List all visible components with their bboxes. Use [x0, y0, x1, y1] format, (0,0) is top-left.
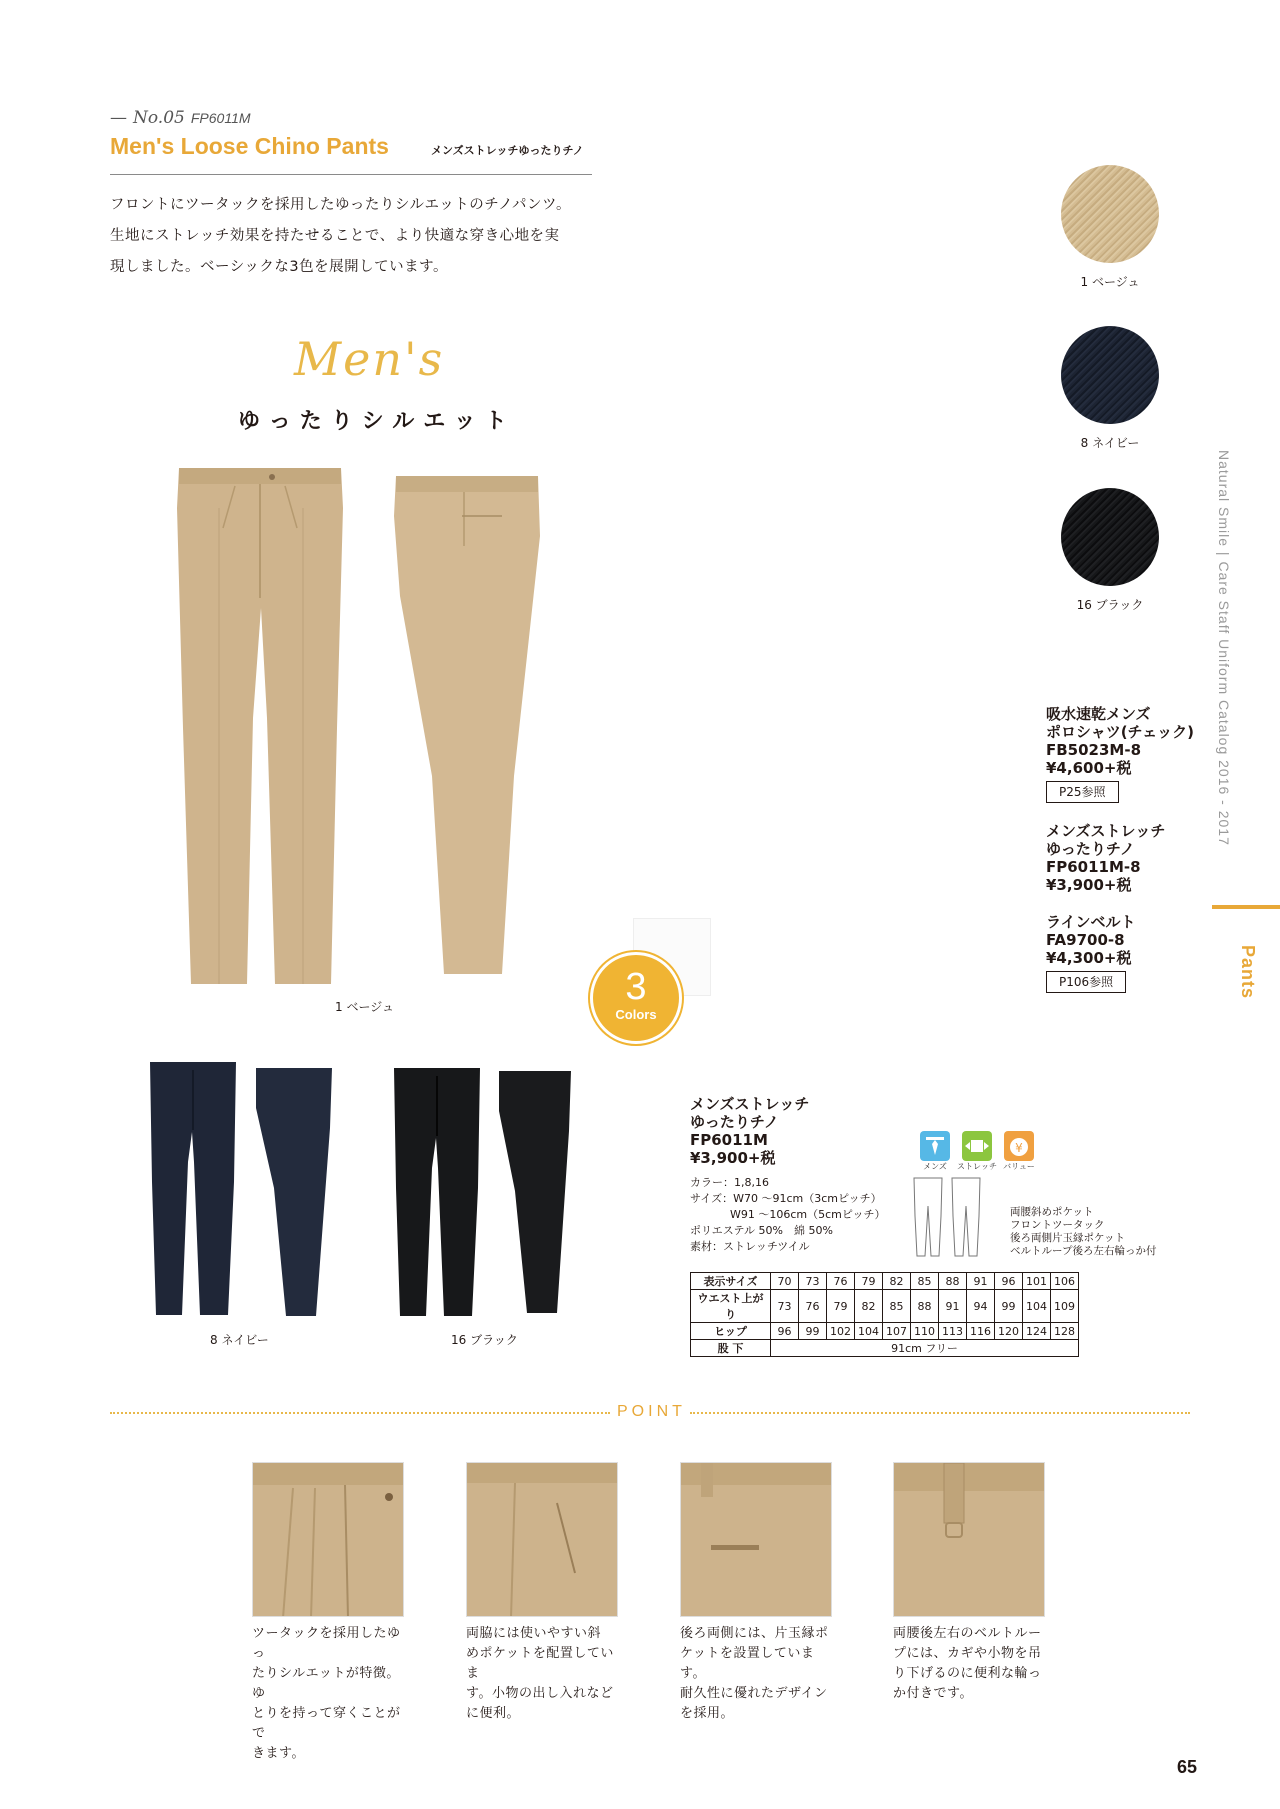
coordinate-item — [1046, 913, 1226, 993]
size-cell: 76 — [827, 1273, 855, 1290]
size-cell: 113 — [939, 1323, 967, 1340]
coordinate-name: ラインベルト — [1046, 913, 1136, 931]
caption-line: 両脇には使いやすい斜 — [466, 1626, 602, 1641]
size-row-label: 股 下 — [691, 1340, 771, 1357]
feature-item: ベルトループ後ろ左右輪っか付 — [1010, 1245, 1157, 1257]
coordinate-ref: P106参照 — [1046, 971, 1126, 993]
size-row-label: 表示サイズ — [691, 1273, 771, 1290]
size-row — [691, 1273, 1079, 1290]
coordinate-item — [1046, 822, 1226, 894]
size-cell: 99 — [799, 1323, 827, 1340]
caption-line: 両腰後左右のベルトルー — [893, 1626, 1042, 1641]
size-cell: 128 — [1051, 1323, 1079, 1340]
swatch-beige — [1061, 165, 1159, 263]
size-cell: 79 — [855, 1273, 883, 1290]
size-cell: 94 — [967, 1290, 995, 1323]
size-row-label: ヒップ — [691, 1323, 771, 1340]
catalog-side-text: Natural Smile | Care Staff Uniform Catalog 2016 - 2017 — [1216, 450, 1232, 846]
pants-navy-side — [254, 1068, 334, 1318]
point-divider-right — [690, 1412, 1190, 1414]
caption-line: ケットを設置しています。 — [680, 1646, 815, 1681]
point-divider-left — [110, 1412, 610, 1414]
size-cell: 88 — [911, 1290, 939, 1323]
size-cell: 76 — [799, 1290, 827, 1323]
pants-line-drawing — [912, 1176, 984, 1262]
size-cell: 96 — [771, 1323, 799, 1340]
description-line: フロントにツータックを採用したゆったりシルエットのチノパンツ。 — [110, 197, 572, 213]
spec-color: カラー：1,8,16 — [690, 1176, 769, 1189]
spec-size: W91 ～106cm（5cmピッチ） — [730, 1208, 886, 1221]
spec-material: ポリエステル 50% 綿 50% — [690, 1224, 833, 1237]
spec-name-line: メンズストレッチ — [690, 1095, 810, 1113]
feature-list — [1010, 1206, 1156, 1258]
feature-item: 後ろ両側片玉縁ポケット — [1010, 1232, 1125, 1244]
pants-beige-front — [175, 468, 345, 986]
swatch-label-black: 16 ブラック — [1076, 598, 1144, 612]
spec-code: FP6011M — [690, 1131, 768, 1149]
spec-size: サイズ：W70 ～91cm（3cmピッチ） — [690, 1192, 882, 1205]
coordinate-price: ¥4,600+税 — [1046, 759, 1132, 777]
coordinate-code: FB5023M-8 — [1046, 741, 1142, 759]
caption-line: 後ろ両側には、片玉縁ポ — [680, 1626, 829, 1641]
caption-line: プには、カギや小物を吊 — [893, 1646, 1042, 1661]
coordinate-name: ポロシャツ(チェック) — [1046, 723, 1194, 741]
size-cell: 102 — [827, 1323, 855, 1340]
icon-caption: ストレッチ — [957, 1162, 997, 1171]
size-cell: 96 — [995, 1273, 1023, 1290]
pants-navy-front — [148, 1062, 238, 1317]
size-cell: 91 — [939, 1290, 967, 1323]
spec-heading — [690, 1095, 809, 1167]
stretch-icon — [962, 1131, 992, 1161]
caption-line: とりを持って穿くことがで — [252, 1706, 401, 1741]
size-cell: 73 — [771, 1290, 799, 1323]
size-cell: 88 — [939, 1273, 967, 1290]
swatch-label-navy: 8 ネイビー — [1080, 436, 1140, 450]
swatch-navy — [1061, 326, 1159, 424]
section-label: Pants — [1238, 945, 1258, 1000]
colors-badge — [590, 952, 682, 1044]
size-row — [691, 1340, 1079, 1357]
icon-stretch — [957, 1131, 997, 1172]
description — [110, 190, 610, 283]
size-cell: 106 — [1051, 1273, 1079, 1290]
number-dash: — — [110, 108, 127, 128]
coordinate-item — [1046, 705, 1226, 803]
size-row — [691, 1323, 1079, 1340]
number-text: No.05 — [133, 108, 185, 128]
size-cell: 85 — [883, 1290, 911, 1323]
coordinate-code: FP6011M-8 — [1046, 858, 1141, 876]
point-caption — [893, 1624, 1053, 1704]
page-title: Men's Loose Chino Pants — [110, 133, 389, 159]
caption-line: に便利。 — [466, 1706, 521, 1721]
size-cell: 104 — [855, 1323, 883, 1340]
product-code: FP6011M — [190, 110, 251, 126]
size-cell: 73 — [799, 1273, 827, 1290]
coordinate-price: ¥3,900+税 — [1046, 876, 1132, 894]
caption-line: ツータックを採用したゆっ — [252, 1626, 401, 1661]
yen-icon — [1004, 1131, 1034, 1161]
size-cell: 109 — [1051, 1290, 1079, 1323]
caption-line: たりシルエットが特徴。ゆ — [252, 1666, 400, 1701]
description-line: 生地にストレッチ効果を持たせることで、より快適な穿き心地を実 — [110, 228, 560, 244]
page-subtitle: メンズストレッチゆったりチノ — [431, 144, 584, 157]
caption-line: めポケットを配置していま — [466, 1646, 614, 1681]
mens-script-title: Men's — [294, 332, 445, 386]
size-cell: 107 — [883, 1323, 911, 1340]
spec-name-line: ゆったりチノ — [690, 1113, 779, 1131]
icon-mens — [915, 1131, 955, 1172]
caption-line: す。小物の出し入れなど — [466, 1686, 614, 1701]
tie-icon — [920, 1131, 950, 1161]
size-cell: 116 — [967, 1323, 995, 1340]
size-cell: 120 — [995, 1323, 1023, 1340]
size-cell: 85 — [911, 1273, 939, 1290]
label-black: 16 ブラック — [451, 1333, 518, 1347]
description-line: 現しました。ベーシックな3色を展開しています。 — [110, 259, 448, 275]
pants-black-front — [392, 1068, 482, 1318]
coordinate-price: ¥4,300+税 — [1046, 949, 1132, 967]
coordinate-ref: P25参照 — [1046, 781, 1119, 803]
coordinate-name: メンズストレッチ — [1046, 822, 1166, 840]
point-caption — [466, 1624, 626, 1724]
feature-item: フロントツータック — [1010, 1219, 1105, 1231]
pants-beige-side — [392, 476, 542, 976]
point-image-belt-loop — [893, 1462, 1045, 1617]
caption-line: きます。 — [252, 1746, 305, 1761]
caption-line: り下げるのに便利な輪っ — [893, 1666, 1042, 1681]
size-cell: 101 — [1023, 1273, 1051, 1290]
coordinate-name: ゆったりチノ — [1046, 840, 1135, 858]
size-cell: 110 — [911, 1323, 939, 1340]
pants-black-side — [497, 1071, 573, 1315]
silhouette-heading: ゆったりシルエット — [238, 409, 516, 434]
swatch-black — [1061, 488, 1159, 586]
size-cell: 91 — [967, 1273, 995, 1290]
spec-details — [690, 1175, 885, 1255]
icon-value — [999, 1131, 1039, 1172]
inseam-value: 91cm フリー — [771, 1340, 1079, 1357]
colors-text: Colors — [615, 1007, 657, 1022]
coordinate-name: 吸水速乾メンズ — [1046, 705, 1151, 723]
icon-caption: メンズ — [923, 1162, 947, 1171]
section-bar — [1212, 905, 1280, 909]
point-image-side-pocket — [466, 1462, 618, 1617]
size-cell: 82 — [883, 1273, 911, 1290]
spec-price: ¥3,900+税 — [690, 1149, 776, 1167]
label-beige: 1 ベージュ — [335, 1000, 394, 1014]
svg-text:¥: ¥ — [1015, 1141, 1023, 1155]
spec-material: 素材：ストレッチツイル — [690, 1240, 810, 1253]
size-cell: 99 — [995, 1290, 1023, 1323]
point-image-back-pocket — [680, 1462, 832, 1617]
point-image-tuck — [252, 1462, 404, 1617]
caption-line: を採用。 — [680, 1706, 735, 1721]
point-label: POINT — [617, 1403, 686, 1420]
size-cell: 82 — [855, 1290, 883, 1323]
size-row-label: ウエスト上がり — [691, 1290, 771, 1323]
feature-item: 両腰斜めポケット — [1010, 1206, 1094, 1218]
size-cell: 104 — [1023, 1290, 1051, 1323]
point-caption — [252, 1624, 412, 1764]
caption-line: か付きです。 — [893, 1686, 973, 1701]
point-caption — [680, 1624, 840, 1724]
size-cell: 79 — [827, 1290, 855, 1323]
size-row — [691, 1290, 1079, 1323]
size-table — [690, 1272, 1079, 1357]
size-cell: 70 — [771, 1273, 799, 1290]
icon-caption: バリュー — [1003, 1162, 1035, 1171]
colors-count: 3 — [625, 966, 647, 1008]
caption-line: 耐久性に優れたデザイン — [680, 1686, 828, 1701]
coordinate-code: FA9700-8 — [1046, 931, 1125, 949]
title-divider — [110, 174, 592, 175]
page-number: 65 — [1177, 1757, 1198, 1777]
item-number — [110, 108, 251, 128]
size-cell: 124 — [1023, 1323, 1051, 1340]
label-navy: 8 ネイビー — [210, 1333, 269, 1347]
swatch-label-beige: 1 ベージュ — [1080, 275, 1140, 289]
